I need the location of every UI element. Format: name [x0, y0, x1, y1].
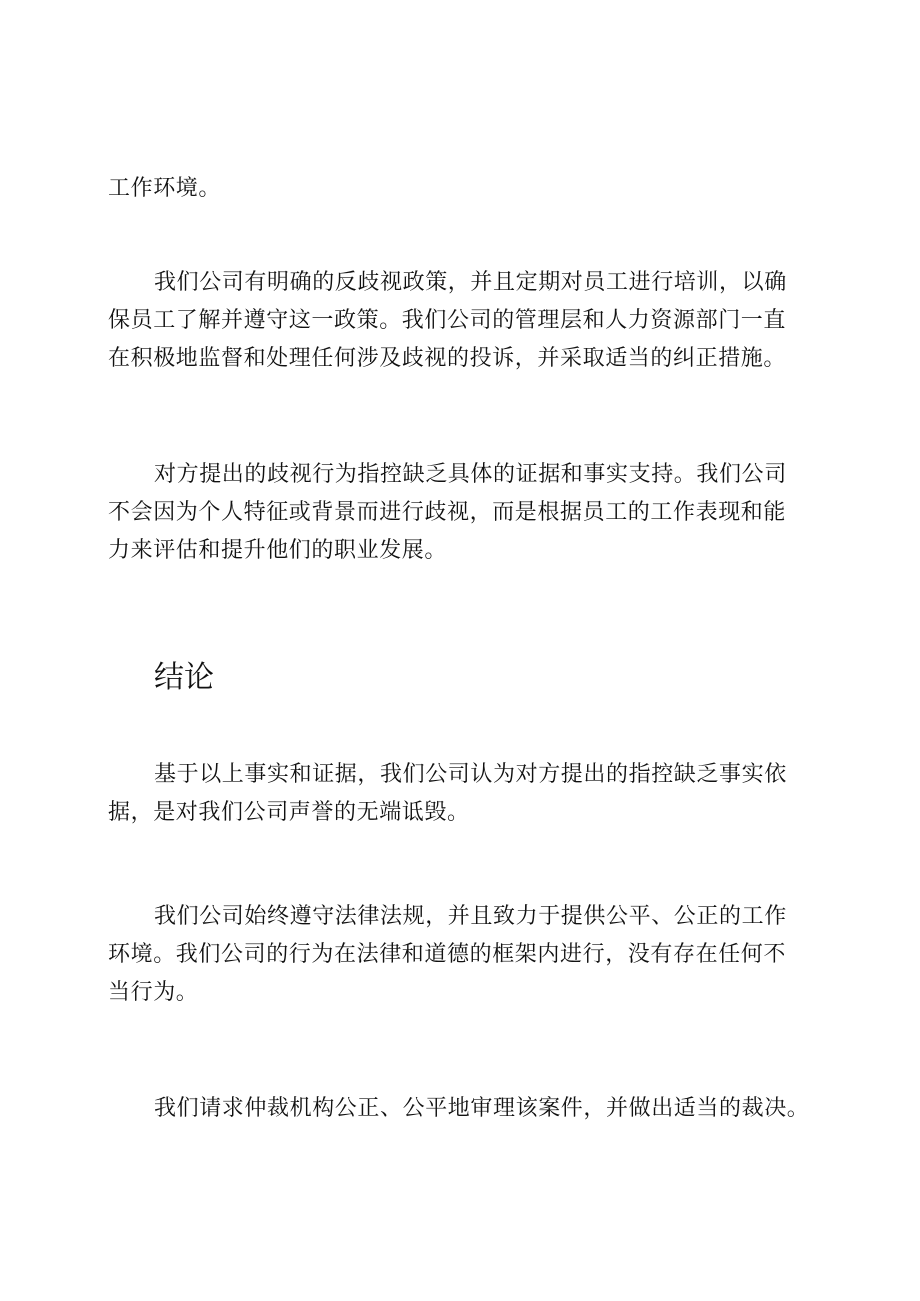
paragraph-lack-of-evidence [108, 456, 810, 570]
paragraph-line: 基于以上事实和证据，我们公司认为对方提出的指控缺乏事实依 [154, 762, 787, 787]
paragraph-anti-discrimination-policy [108, 264, 810, 378]
section-heading-conclusion: 结论 [154, 660, 214, 695]
paragraph-line: 我们公司始终遵守法律法规，并且致力于提供公平、公正的工作 [154, 904, 787, 929]
paragraph-line: 对方提出的歧视行为指控缺乏具体的证据和事实支持。我们公司 [154, 462, 787, 487]
paragraph-arbitration-request [108, 1090, 810, 1128]
paragraph-line: 在积极地监督和处理任何涉及歧视的投诉，并采取适当的纠正措施。 [108, 346, 787, 371]
paragraph-line: 当行为。 [108, 980, 199, 1005]
paragraph-compliance [108, 898, 810, 1012]
paragraph-line: 不会因为个人特征或背景而进行歧视，而是根据员工的工作表现和能 [108, 500, 787, 525]
paragraph-line: 环境。我们公司的行为在法律和道德的框架内进行，没有存在任何不 [108, 942, 787, 967]
paragraph-line: 我们请求仲裁机构公正、公平地审理该案件，并做出适当的裁决。 [154, 1096, 810, 1121]
paragraph-line: 我们公司有明确的反歧视政策，并且定期对员工进行培训，以确 [154, 270, 787, 295]
paragraph-line: 保员工了解并遵守这一政策。我们公司的管理层和人力资源部门一直 [108, 308, 787, 333]
paragraph-continuation [108, 170, 810, 208]
paragraph-conclusion-statement [108, 756, 810, 832]
paragraph-line: 工作环境。 [108, 176, 222, 201]
paragraph-line: 力来评估和提升他们的职业发展。 [108, 538, 448, 563]
paragraph-line: 据，是对我们公司声誉的无端诋毁。 [108, 800, 470, 825]
